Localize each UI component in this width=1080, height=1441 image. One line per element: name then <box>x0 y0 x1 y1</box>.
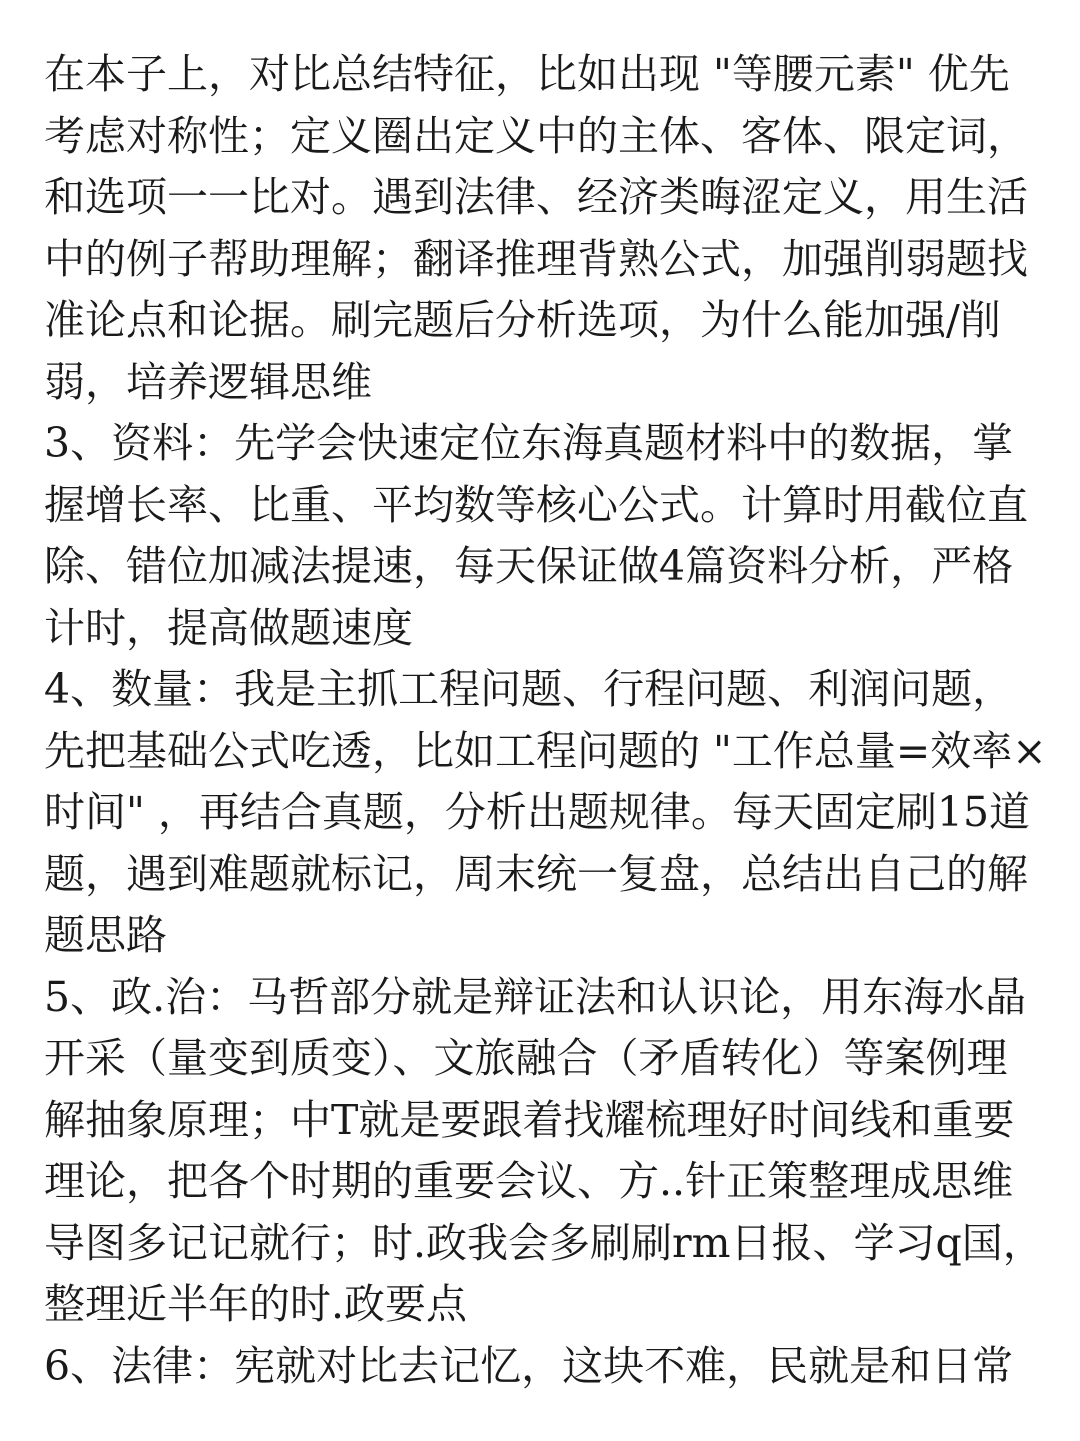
text-line: 考虑对称性；定义圈出定义中的主体、客体、限定词， <box>44 111 1028 160</box>
text-line: 计时，提高做题速度 <box>44 603 413 652</box>
text-line: 弱，培养逻辑思维 <box>44 357 372 406</box>
document-body <box>44 44 1047 1397</box>
text-line: 解抽象原理；中T就是要跟着找耀梳理好时间线和重要 <box>44 1095 1015 1144</box>
text-line: 准论点和论据。刷完题后分析选项，为什么能加强/削 <box>44 296 1001 344</box>
text-line: 先把基础公式吃透，比如工程问题的 "工作总量=效率× <box>44 726 1047 775</box>
text-line: 除、错位加减法提速，每天保证做4篇资料分析，严格 <box>44 542 1014 590</box>
section-3-heading-line: 3、资料：先学会快速定位东海真题材料中的数据，掌 <box>44 419 1014 467</box>
text-line: 整理近半年的时.政要点 <box>44 1280 468 1328</box>
text-line: 和选项一一比对。遇到法律、经济类晦涩定义，用生活 <box>44 173 1028 221</box>
text-line: 在本子上，对比总结特征，比如出现 "等腰元素" 优先 <box>44 50 1010 98</box>
text-line: 导图多记记就行；时.政我会多刷刷rm日报、学习q国， <box>44 1218 1044 1267</box>
text-line: 时间" ，再结合真题，分析出题规律。每天固定刷15道 <box>44 788 1031 836</box>
section-4-heading-line: 4、数量：我是主抓工程问题、行程问题、利润问题， <box>44 665 1014 713</box>
text-line: 握增长率、比重、平均数等核心公式。计算时用截位直 <box>44 480 1028 529</box>
section-6-heading-line: 6、法律：宪就对比去记忆，这块不难，民就是和日常 <box>44 1341 1014 1390</box>
text-line: 中的例子帮助理解；翻译推理背熟公式，加强削弱题找 <box>44 234 1028 283</box>
text-line: 开采（量变到质变）、文旅融合（矛盾转化）等案例理 <box>44 1034 1008 1082</box>
section-5-heading-line: 5、政.治：马哲部分就是辩证法和认识论，用东海水晶 <box>44 972 1027 1021</box>
text-line: 题，遇到难题就标记，周末统一复盘，总结出自己的解 <box>44 849 1028 898</box>
text-line: 理论，把各个时期的重要会议、方..针正策整理成思维 <box>44 1157 1014 1205</box>
text-line: 题思路 <box>44 911 167 959</box>
